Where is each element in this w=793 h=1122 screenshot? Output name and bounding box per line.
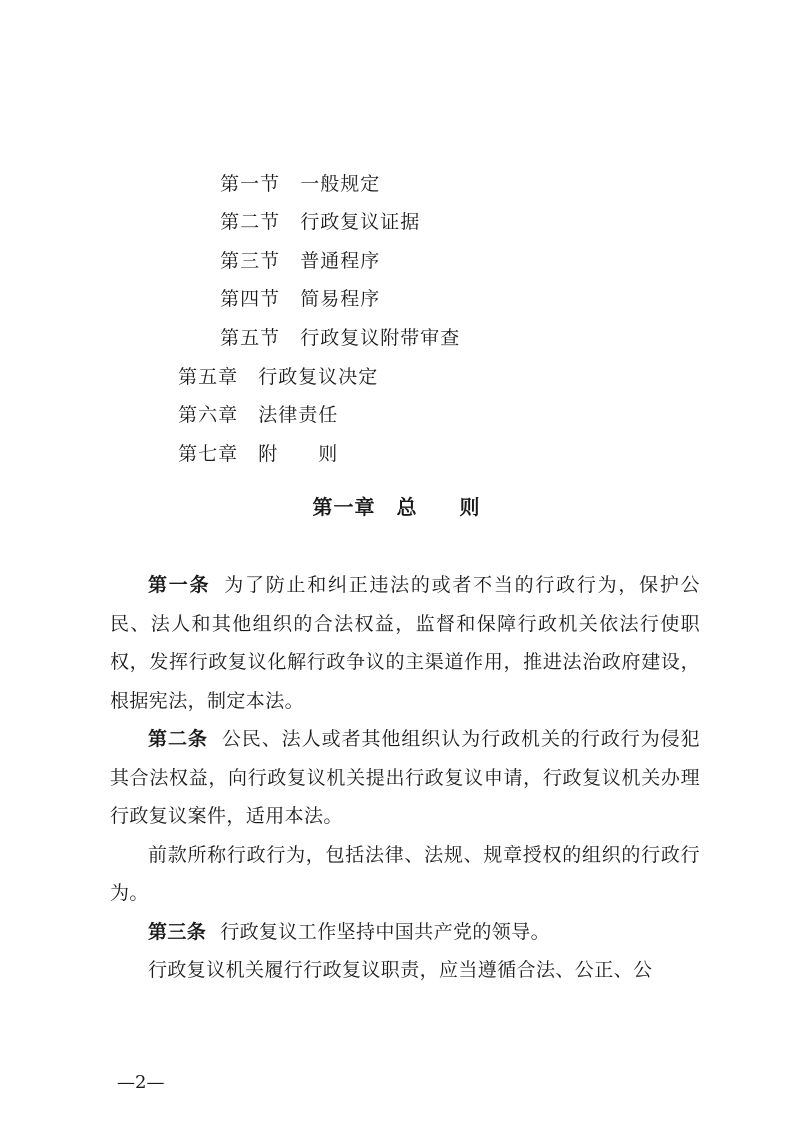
paragraph (110, 951, 700, 990)
toc-item-title: 一般规定 (300, 173, 381, 195)
toc-item-title: 附 则 (258, 443, 339, 465)
article-text: 行政复议工作坚持中国共产党的领导。 (220, 920, 551, 943)
article-paragraph (110, 913, 700, 952)
paragraph-text: 前款所称行政行为，包括法律、法规、规章授权的组织的行政行为。 (110, 843, 700, 904)
article-text: 公民、法人或者其他组织认为行政机关的行政行为侵犯其合法权益，向行政复议机关提出行政复议申请，行政复议机关办理行政复议案件，适用本法。 (110, 728, 700, 827)
toc-item-number: 第四节 (220, 288, 281, 310)
toc-item-number: 第七章 (178, 443, 239, 465)
article-text: 为了防止和纠正违法的或者不当的行政行为，保护公民、法人和其他组织的合法权益，监督和保障行政机关依法行使职权，发挥行政复议化解行政争议的主渠道作用，推进法治政府建设，根据宪法，制定本法。 (110, 574, 700, 712)
article-number: 第三条 (148, 920, 207, 943)
toc-item-title: 行政复议证据 (300, 211, 421, 233)
toc-item-title: 普通程序 (300, 250, 381, 272)
article-number: 第一条 (148, 574, 211, 596)
document-body (110, 566, 700, 990)
toc-item-title: 简易程序 (300, 288, 381, 310)
toc-item-number: 第一节 (220, 173, 281, 195)
toc-item-title: 法律责任 (258, 404, 339, 426)
toc-item-title: 行政复议决定 (258, 366, 379, 388)
toc-item-number: 第二节 (220, 211, 281, 233)
page-number: —2— (117, 1072, 165, 1093)
chapter-heading: 第一章 总 则 (312, 495, 481, 519)
article-paragraph (110, 720, 700, 836)
toc-item-chapter-7 (150, 418, 338, 490)
toc-item-number: 第六章 (178, 404, 239, 426)
article-number: 第二条 (148, 728, 208, 750)
toc-item-number: 第五节 (220, 327, 281, 349)
toc-item-title: 行政复议附带审查 (300, 327, 461, 349)
toc-item-number: 第三节 (220, 250, 281, 272)
toc-item-number: 第五章 (178, 366, 239, 388)
paragraph-text: 行政复议机关履行行政复议职责，应当遵循合法、公正、公 (148, 959, 653, 981)
paragraph (110, 836, 700, 913)
article-paragraph (110, 566, 700, 720)
